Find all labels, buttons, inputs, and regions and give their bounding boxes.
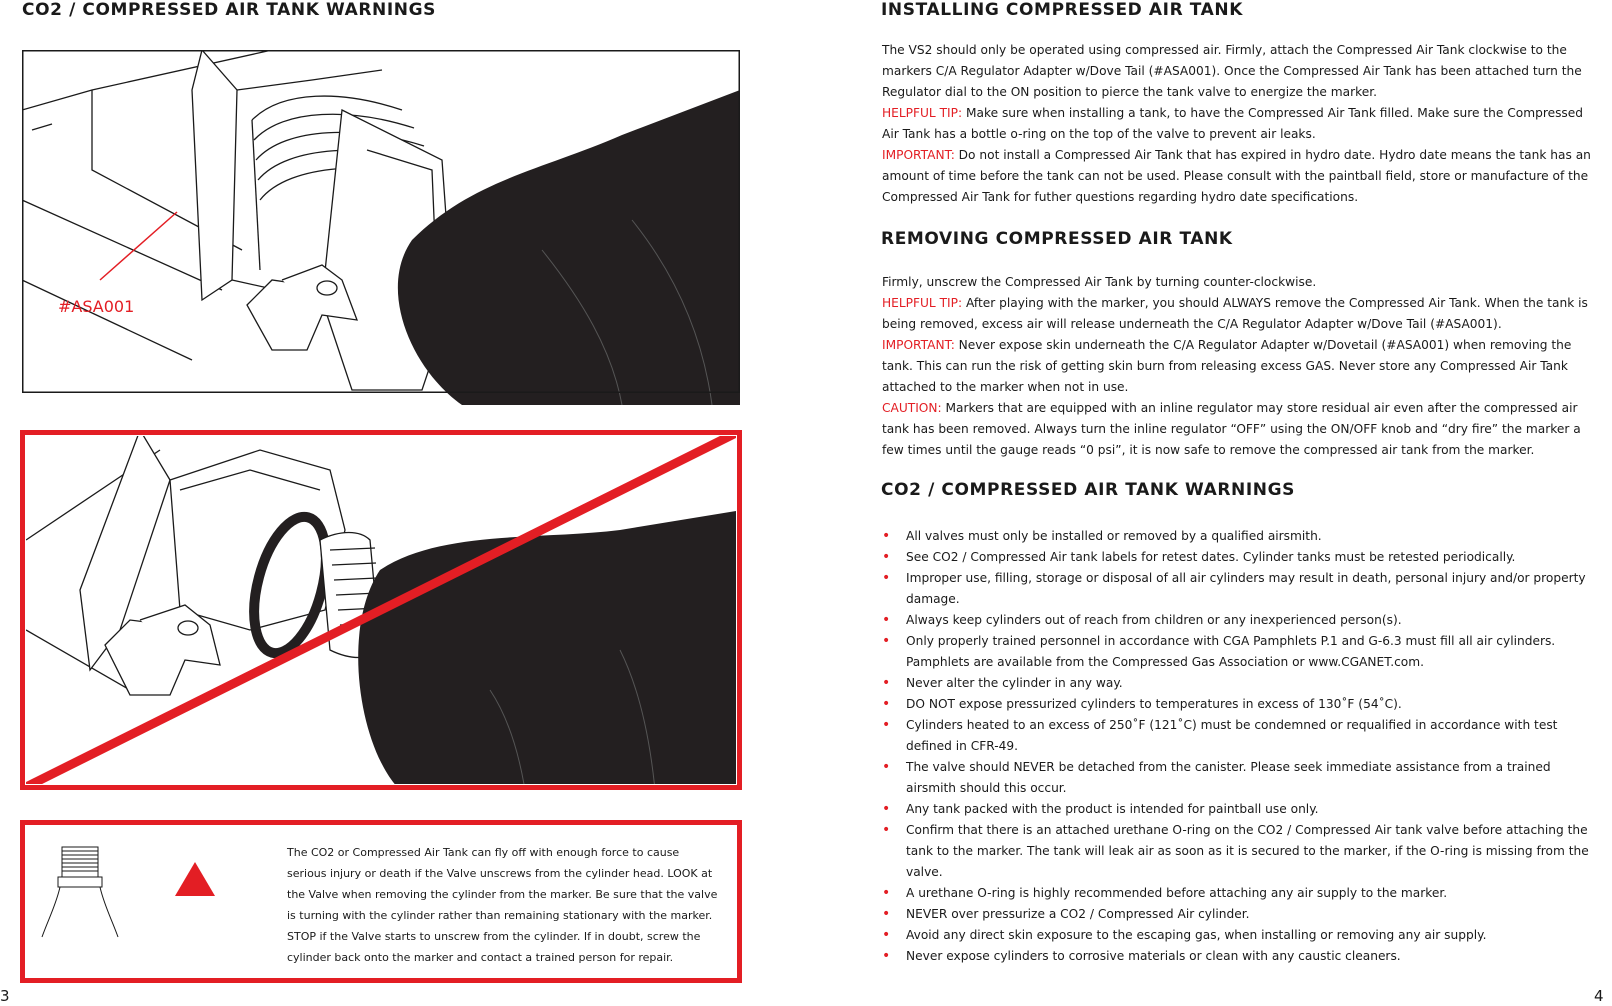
warning-triangle-icon (175, 862, 215, 896)
remove-tip-label: HELPFUL TIP: (882, 296, 963, 310)
callout-line (100, 212, 177, 280)
remove-important-label: IMPORTANT: (882, 338, 955, 352)
warning-item: • A urethane O-ring is highly recommended before attaching any air supply to the marker. (882, 883, 1592, 904)
air-tank-illustration-2 (358, 510, 742, 790)
bullet-icon: • (882, 633, 891, 649)
warning-item: • Avoid any direct skin exposure to the escaping gas, when installing or removing any air supply. (882, 925, 1592, 946)
install-important-label: IMPORTANT: (882, 148, 955, 162)
warning-item: • Never alter the cylinder in any way. (882, 673, 1592, 694)
bullet-icon: • (882, 885, 891, 901)
warnings-list (882, 526, 1592, 967)
install-body: The VS2 should only be operated using compressed air. Firmly, attach the Compressed Air Tank clockwise to the markers C/A Regulator Adapter w/Dove Tail (#ASA001). Once the Compressed Air Tank has been attached turn the Regulator dial to the ON position to pierce the tank valve to energize the marker. (882, 43, 1582, 99)
callout-label: #ASA001 (58, 297, 135, 316)
page-number-left: 3 (0, 987, 10, 1005)
bullet-icon: • (882, 612, 891, 628)
figure-valve-unscrewing-prohibited (20, 430, 742, 790)
page-number-right: 4 (1594, 987, 1604, 1005)
bullet-icon: • (882, 549, 891, 565)
install-tip-text: Make sure when installing a tank, to have the Compressed Air Tank filled. Make sure the Compressed Air Tank has a bottle o-ring on the top of the valve to prevent air leaks. (882, 106, 1584, 141)
warning-item: • See CO2 / Compressed Air tank labels for retest dates. Cylinder tanks must be retested periodically. (882, 547, 1592, 568)
figure-installed-tank (22, 50, 740, 405)
install-tip-label: HELPFUL TIP: (882, 106, 963, 120)
install-paragraph (882, 40, 1600, 208)
bullet-icon: • (882, 927, 891, 943)
warning-item: • Cylinders heated to an excess of 250˚F (121˚C) must be condemned or requalified in accordance with test defined in CFR-49. (882, 717, 1558, 753)
remove-important-text: Never expose skin underneath the C/A Regulator Adapter w/Dovetail (#ASA001) when removing the tank. This can run the risk of getting skin burn from releasing excess GAS. Never store any Compressed Air Tank attached to the marker when not in use. (882, 338, 1572, 394)
bullet-icon: • (882, 906, 891, 922)
warnings-heading: CO2 / COMPRESSED AIR TANK WARNINGS (881, 480, 1296, 500)
remove-caution-text: Markers that are equipped with an inline regulator may store residual air even after the compressed air tank has been removed. Always turn the inline regulator “OFF” using the ON/OFF knob and “dry fire” the marker a few times until the gauge reads “0 psi”, it is now safe to remove the compressed air tank from the marker. (882, 401, 1581, 457)
left-page-title: CO2 / COMPRESSED AIR TANK WARNINGS (22, 0, 437, 20)
install-heading: INSTALLING COMPRESSED AIR TANK (881, 0, 1244, 20)
remove-paragraph (882, 272, 1597, 461)
remove-caution-label: CAUTION: (882, 401, 942, 415)
bullet-icon: • (882, 801, 891, 817)
warning-box-text: The CO2 or Compressed Air Tank can fly off with enough force to cause serious injury or death if the Valve unscrews from the cylinder head. LOOK at the Valve when removing the cylinder from the marker. Be sure that the valve is turning with the cylinder rather than remaining stationary with the marker. STOP if the Valve starts to unscrew from the cylinder. If in doubt, screw the cylinder back onto the marker and contact a trained person for repair. (287, 846, 718, 964)
warning-item: • The valve should NEVER be detached from the canister. Please seek immediate assistance from a trained airsmith should this occur. (882, 759, 1551, 795)
bullet-icon: • (882, 948, 891, 964)
warning-item: • NEVER over pressurize a CO2 / Compressed Air cylinder. (882, 904, 1592, 925)
warning-item: • All valves must only be installed or removed by a qualified airsmith. (882, 526, 1592, 547)
install-important-text: Do not install a Compressed Air Tank that has expired in hydro date. Hydro date means the tank has an amount of time before the tank can not be used. Please consult with the paintball field, store or manufacture of the Compressed Air Tank for futher questions regarding hydro date specifications. (882, 148, 1591, 204)
bullet-icon: • (882, 528, 891, 544)
warning-item: • Confirm that there is an attached urethane O-ring on the CO2 / Compressed Air tank valve before attaching the tank to the marker. The tank will leak air as soon as it is secured to the marker, if the O-ring is missing from the valve. (882, 822, 1589, 879)
warning-item: • Only properly trained personnel in accordance with CGA Pamphlets P.1 and G-6.3 must fill all air cylinders. Pamphlets are available from the Compressed Gas Association or www.CGANET.com. (882, 633, 1556, 669)
remove-tip-text: After playing with the marker, you should ALWAYS remove the Compressed Air Tank. When the tank is being removed, excess air will release underneath the C/A Regulator Adapter w/Dove Tail (#ASA001). (882, 296, 1588, 331)
bullet-icon: • (882, 696, 891, 712)
remove-heading: REMOVING COMPRESSED AIR TANK (881, 229, 1233, 249)
warning-item: • DO NOT expose pressurized cylinders to temperatures in excess of 130˚F (54˚C). (882, 694, 1592, 715)
bullet-icon: • (882, 822, 891, 838)
valve-icon (38, 845, 123, 940)
bullet-icon: • (882, 717, 891, 733)
warning-item: • Improper use, filling, storage or disposal of all air cylinders may result in death, personal injury and/or property damage. (882, 570, 1586, 606)
air-tank-illustration (398, 90, 740, 405)
bullet-icon: • (882, 570, 891, 586)
warning-item: • Always keep cylinders out of reach from children or any inexperienced person(s). (882, 610, 1592, 631)
warning-item: • Never expose cylinders to corrosive materials or clean with any caustic cleaners. (882, 946, 1592, 967)
remove-body: Firmly, unscrew the Compressed Air Tank by turning counter-clockwise. (882, 275, 1317, 289)
bullet-icon: • (882, 759, 891, 775)
bullet-icon: • (882, 675, 891, 691)
warning-item: • Any tank packed with the product is intended for paintball use only. (882, 799, 1592, 820)
